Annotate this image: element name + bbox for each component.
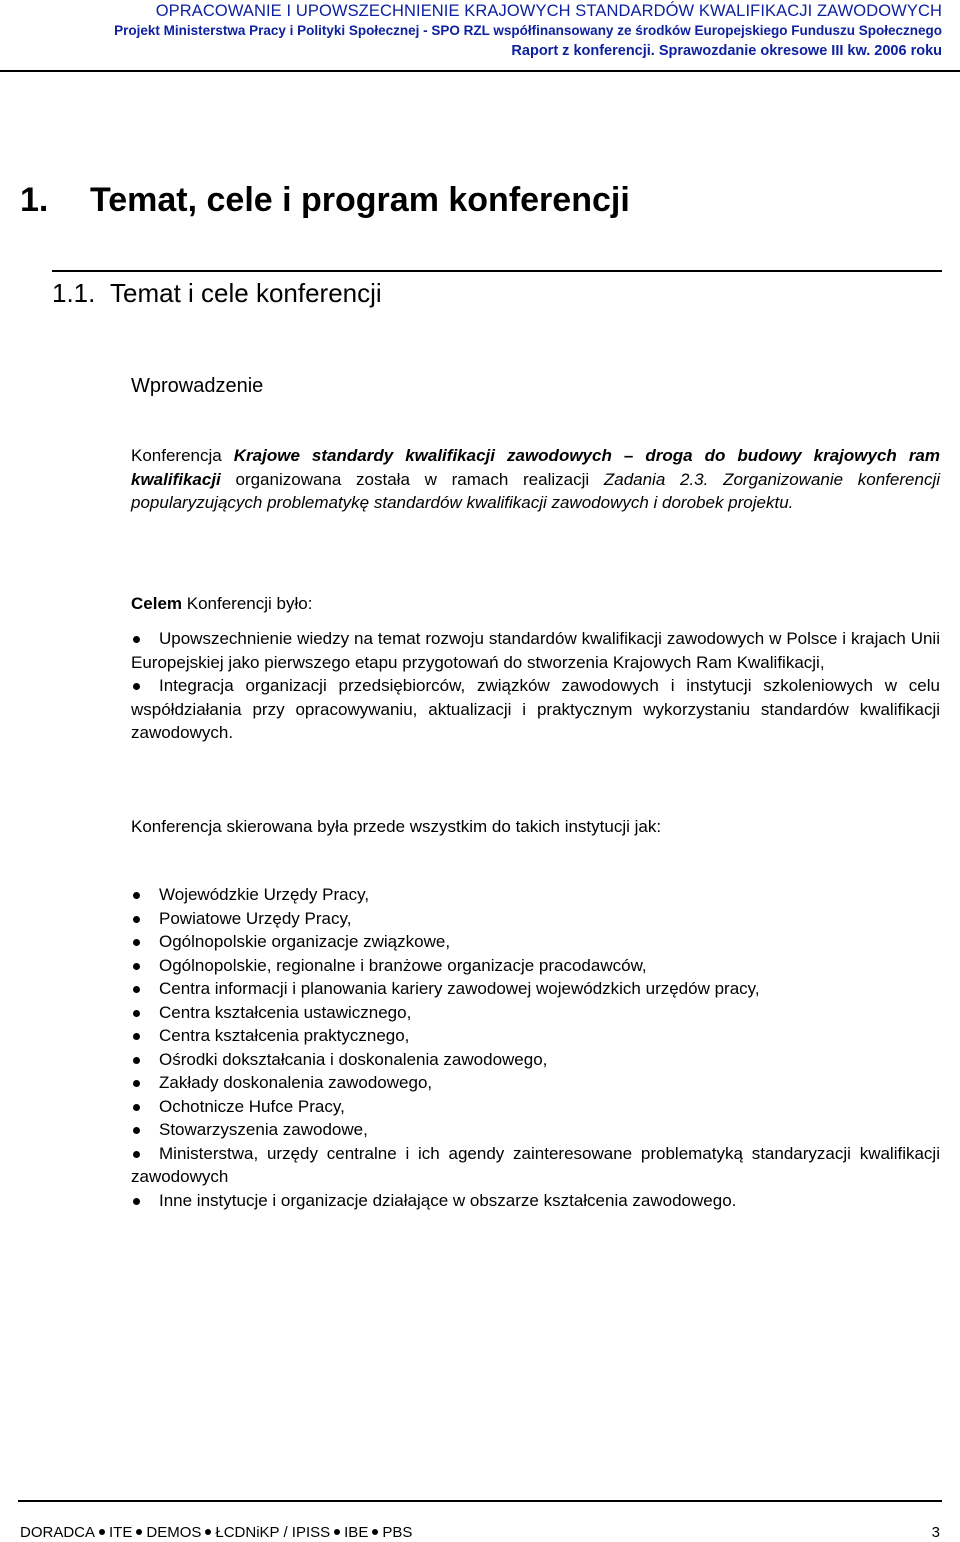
bullet-icon (334, 1529, 340, 1535)
subsection-heading (52, 278, 942, 309)
intro-paragraph (131, 444, 940, 515)
subsection-title: Temat i cele konferencji (110, 278, 382, 308)
intro-text-start: Konferencja (131, 446, 234, 465)
header-report-title: Raport z konferencji. Sprawozdanie okresowe III kw. 2006 roku (511, 43, 942, 59)
goals-lead-bold: Celem (131, 594, 183, 613)
bullet-icon (136, 1529, 142, 1535)
list-item: Ogólnopolskie, regionalne i branżowe organizacje pracodawców, (131, 954, 940, 978)
list-item: Ośrodki dokształcania i doskonalenia zawodowego, (131, 1048, 940, 1072)
header-divider (0, 70, 960, 72)
list-item: Ochotnicze Hufce Pracy, (131, 1095, 940, 1119)
bullet-icon (372, 1529, 378, 1535)
audience-lead: Konferencja skierowana była przede wszystkim do takich instytucji jak: (131, 817, 662, 836)
intro-text-middle: organizowana została w ramach realizacji (220, 469, 604, 489)
audience-list (131, 883, 940, 1212)
list-item: Centra kształcenia ustawicznego, (131, 1001, 940, 1025)
footer-divider (18, 1500, 942, 1502)
footer-org: ŁCDNiKP / IPISS (215, 1524, 331, 1541)
bullet-icon (99, 1529, 105, 1535)
footer-org: DORADCA (20, 1524, 96, 1541)
task-reference: Zadania 2.3. Zorganizowanie konferencji popularyzujących problematykę standardów kwalifikacji zawodowych i dorobek projektu. (131, 469, 941, 512)
list-item: Inne instytucje i organizacje działające w obszarze kształcenia zawodowego. (131, 1189, 940, 1213)
list-item: Stowarzyszenia zawodowe, (131, 1118, 940, 1142)
list-item: Wojewódzkie Urzędy Pracy, (131, 883, 940, 907)
list-item: Powiatowe Urzędy Pracy, (131, 907, 940, 931)
conference-title: Krajowe standardy kwalifikacji zawodowych – droga do budowy krajowych ram kwalifikacji (131, 446, 940, 489)
subsection-heading-block (52, 270, 942, 309)
footer-org: ITE (109, 1524, 133, 1541)
section-number: 1. (20, 181, 49, 219)
goals-lead (131, 592, 940, 616)
footer-partners (20, 1524, 412, 1542)
page-footer (20, 1524, 940, 1542)
list-item: Ministerstwa, urzędy centralne i ich agendy zainteresowane problematyką standaryzacji kwalifikacji zawodowych (131, 1142, 940, 1189)
page-number: 3 (931, 1524, 940, 1541)
list-item: Ogólnopolskie organizacje związkowe, (131, 930, 940, 954)
list-item: Zakłady doskonalenia zawodowego, (131, 1071, 940, 1095)
header-project-info: Projekt Ministerstwa Pracy i Polityki Społecznej - SPO RZL współfinansowany ze środków Europejskiego Funduszu Społecznego (114, 23, 942, 38)
subsection-number: 1.1. (52, 278, 96, 308)
section-title: Temat, cele i program konferencji (90, 181, 630, 219)
bullet-icon (205, 1529, 211, 1535)
page-header (0, 0, 960, 70)
list-item: Centra informacji i planowania kariery zawodowej wojewódzkich urzędów pracy, (131, 977, 940, 1001)
footer-org: DEMOS (146, 1524, 202, 1541)
list-item: Upowszechnienie wiedzy na temat rozwoju standardów kwalifikacji zawodowych w Polsce i krajach Unii Europejskiej jako pierwszego etapu przygotowań do stworzenia Krajowych Ram Kwalifikacji, (131, 627, 940, 674)
section-heading (20, 181, 630, 220)
goals-list (131, 627, 940, 745)
list-item: Integracja organizacji przedsiębiorców, związków zawodowych i instytucji szkoleniowych w celu współdziałania przy opracowywaniu, aktualizacji i praktycznym wykorzystaniu standardów kwalifikacji zawodowych. (131, 674, 940, 745)
header-project-title: OPRACOWANIE I UPOWSZECHNIENIE KRAJOWYCH STANDARDÓW KWALIFIKACJI ZAWODOWYCH (155, 2, 942, 20)
goals-lead-rest: Konferencji było: (182, 594, 313, 613)
footer-org: PBS (382, 1524, 413, 1541)
footer-org: IBE (344, 1524, 369, 1541)
list-item: Centra kształcenia praktycznego, (131, 1024, 940, 1048)
intro-heading: Wprowadzenie (131, 375, 264, 397)
